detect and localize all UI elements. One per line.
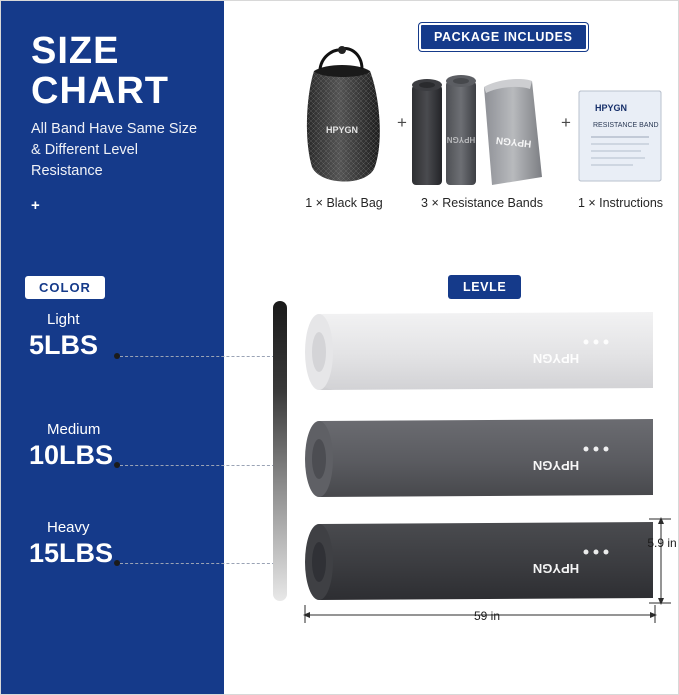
svg-text:HPYGN: HPYGN — [532, 351, 580, 366]
instruction-sheet-icon — [573, 89, 669, 184]
level-value-medium: 10LBS — [29, 440, 114, 470]
band-light — [301, 306, 661, 406]
level-name-heavy: Heavy — [47, 519, 90, 536]
page-title-line-2: CHART — [31, 70, 169, 112]
level-value-heavy: 15LBS — [29, 538, 114, 568]
medium-band-icon — [301, 413, 661, 508]
svg-text:HPYGN: HPYGN — [446, 135, 476, 144]
dimension-height-label: 5.9 in — [647, 536, 677, 550]
level-name-light: Light — [47, 311, 80, 328]
band-medium — [301, 413, 661, 513]
page-title — [31, 31, 211, 111]
resistance-bands-image — [406, 69, 551, 191]
rolls-icon — [406, 69, 551, 191]
package-plus-1: + — [397, 113, 407, 132]
level-group-light — [1, 311, 224, 361]
color-badge: COLOR — [25, 276, 105, 299]
package-plus-2: + — [561, 113, 571, 132]
dimension-arrows — [297, 509, 677, 624]
panel-plus-mark: + — [31, 197, 40, 214]
package-includes-badge: PACKAGE INCLUDES — [419, 23, 588, 51]
level-name-medium: Medium — [47, 421, 101, 438]
connector-line-light — [120, 356, 275, 357]
light-band-icon — [301, 306, 661, 401]
svg-text:RESISTANCE BAND: RESISTANCE BAND — [593, 122, 659, 129]
dimension-width-label: 59 in — [473, 609, 501, 623]
svg-text:HPYGN: HPYGN — [325, 125, 359, 135]
page-title-line-1: SIZE — [31, 30, 120, 72]
left-info-panel — [1, 1, 224, 695]
instructions-image — [573, 89, 669, 184]
levle-badge: LEVLE — [448, 275, 521, 299]
connector-line-medium — [120, 465, 275, 466]
level-group-heavy — [1, 519, 224, 569]
black-bag-image — [296, 41, 391, 191]
svg-text:HPYGN: HPYGN — [595, 103, 628, 113]
package-caption-bag: 1 × Black Bag — [305, 196, 383, 210]
svg-text:HPYGN: HPYGN — [495, 134, 532, 149]
package-caption-instructions: 1 × Instructions — [577, 196, 664, 210]
package-caption-bands: 3 × Resistance Bands — [421, 196, 543, 210]
level-group-medium — [1, 421, 224, 471]
level-value-light: 5LBS — [29, 330, 99, 360]
svg-text:HPYGN: HPYGN — [532, 458, 580, 473]
bag-icon — [296, 41, 391, 191]
svg-text:HPYGN: HPYGN — [532, 561, 580, 576]
color-gradient-bar — [273, 301, 287, 601]
connector-line-heavy — [120, 563, 275, 564]
page-subtitle: All Band Have Same Size & Different Level Resistance — [31, 121, 198, 179]
